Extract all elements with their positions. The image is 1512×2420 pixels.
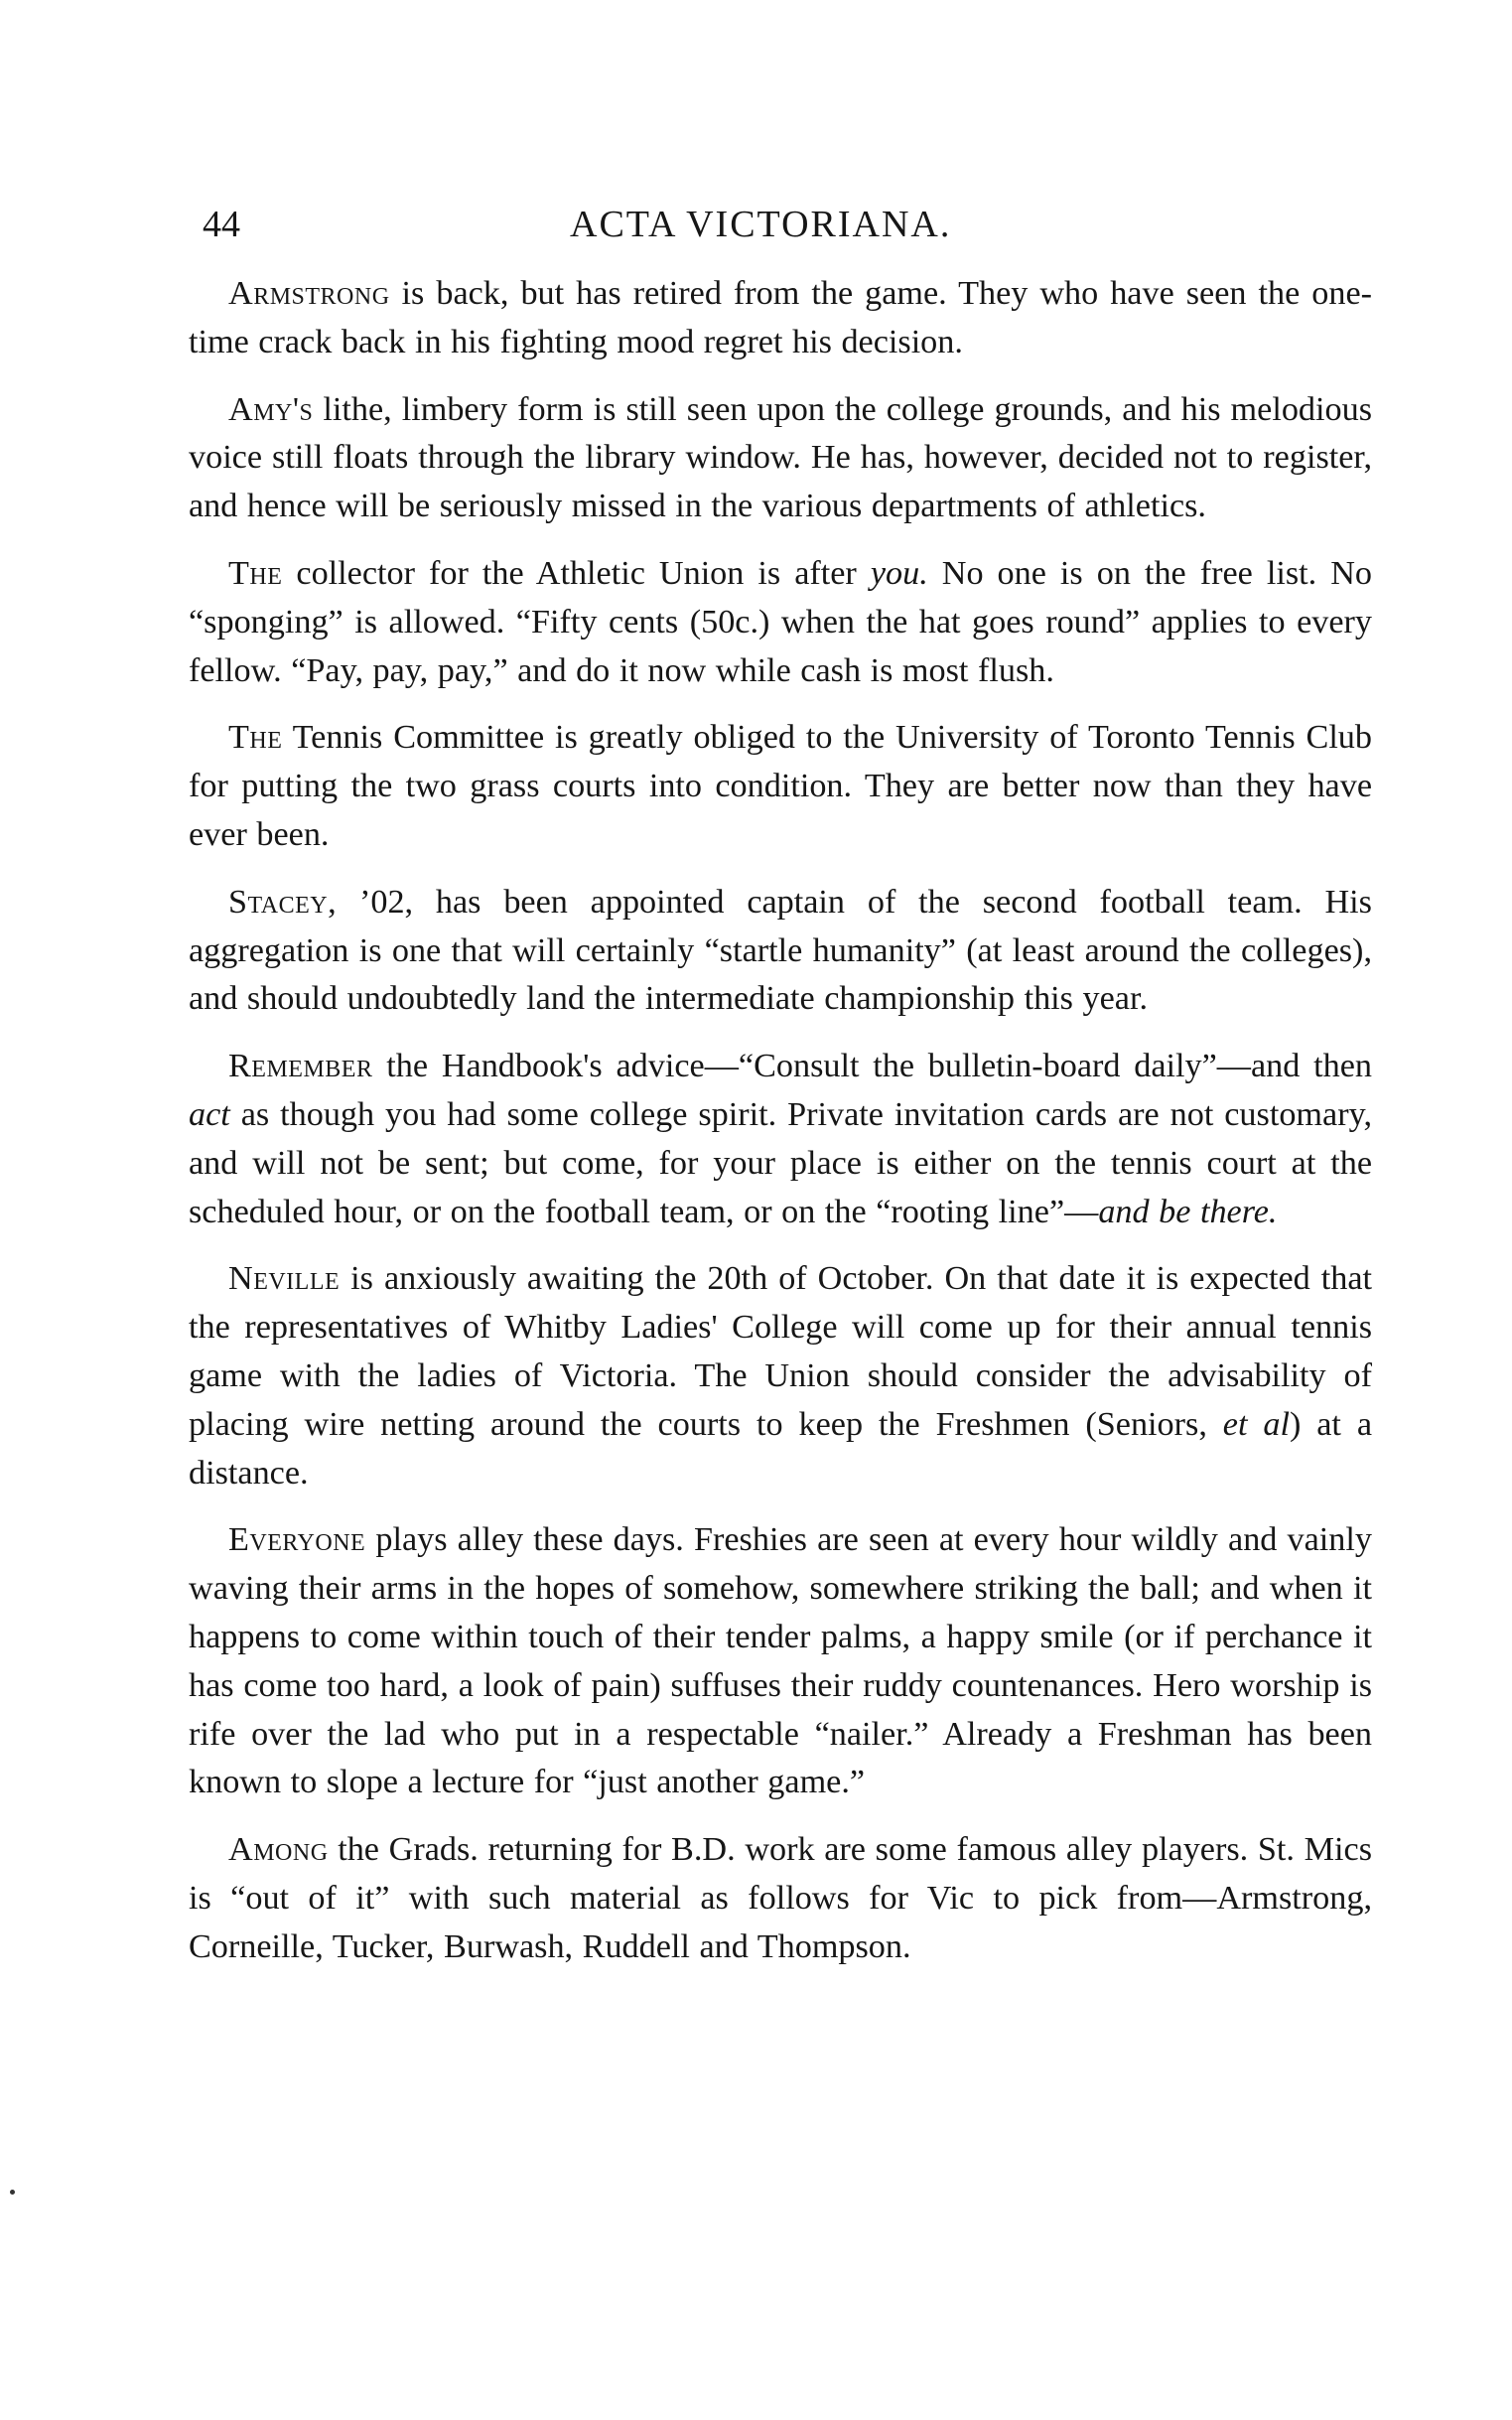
paragraph-text: plays alley these days. Freshies are seen at every hour wildly and vainly waving their arms in the hopes of somehow, somewhere striking the ball; and when it happens to come within touch of their tender palms, a happy smile (or if perchance it has come too hard, a look of pain) suffuses their ruddy countenances. Hero worship is rife over the lad who put in a respectable “nailer.” Already a Freshman has been known to slope a lecture for “just another game.” bbox=[189, 1521, 1372, 1801]
paragraph-text: lithe, limbery form is still seen upon the college grounds, and his melodious voice still floats through the library window. He has, however, decided not to register, and hence will be seriously missed in the various departments of athletics. bbox=[189, 390, 1372, 525]
paragraph-text: ’02, has been appointed captain of the second football team. His aggregation is one that will certainly “startle humanity” (at least around the colleges), and should undoubtedly land the intermediate championship this year. bbox=[189, 883, 1372, 1018]
lead-word: Armstrong bbox=[228, 275, 390, 312]
paragraph-remember bbox=[189, 1043, 1372, 1236]
italic-text: act bbox=[189, 1095, 230, 1133]
paragraph-everyone bbox=[189, 1516, 1372, 1807]
paragraph-tennis-committee bbox=[189, 714, 1372, 859]
lead-word: Among bbox=[228, 1831, 329, 1869]
running-head bbox=[203, 195, 1374, 254]
italic-text: and be there. bbox=[1098, 1193, 1278, 1230]
lead-word: Remember bbox=[228, 1048, 373, 1085]
lead-word: The bbox=[228, 554, 283, 592]
running-title: ACTA VICTORIANA. bbox=[570, 204, 952, 245]
lead-word: Amy's bbox=[228, 390, 314, 428]
paragraph-armstrong bbox=[189, 270, 1372, 367]
paragraph-among-the-grads bbox=[189, 1826, 1372, 1971]
italic-text: et al bbox=[1222, 1405, 1290, 1443]
paragraph-text: No one is on the free list. No “sponging” is allowed. “Fifty cents (50c.) when the hat goes round” applies to every fellow. “Pay, pay, pay,” and do it now while cash is most flush. bbox=[189, 554, 1372, 689]
paragraph-text: is back, but has retired from the game. They who have seen the one-time crack back in his fighting mood regret his decision. bbox=[189, 275, 1372, 360]
page-number: 44 bbox=[203, 204, 240, 245]
paragraph-athletic-union bbox=[189, 550, 1372, 695]
paragraph-amy bbox=[189, 386, 1372, 531]
paragraph-text: ) at a distance. bbox=[189, 1405, 1373, 1492]
body-text bbox=[189, 270, 1372, 1991]
paragraph-text: the Grads. returning for B.D. work are some famous alley players. St. Mics is “out of it” with such material as follows for Vic to pick from—Armstrong, Corneille, Tucker, Burwash, Ruddell and Thompson. bbox=[189, 1831, 1372, 1965]
paragraph-text: Tennis Committee is greatly obliged to the University of Toronto Tennis Club for putting the two grass courts into condition. They are better now than they have ever been. bbox=[189, 719, 1372, 853]
paragraph-stacey bbox=[189, 879, 1372, 1024]
lead-word: Everyone bbox=[228, 1521, 366, 1559]
lead-word: Neville bbox=[228, 1260, 341, 1298]
stray-mark bbox=[10, 2190, 15, 2195]
paragraph-text: is anxiously awaiting the 20th of October. On that date it is expected that the representatives of Whitby Ladies' College will come up for their annual tennis game with the ladies of Victoria. The Union should consider the advisability of placing wire netting around the courts to keep the Freshmen (Seniors, bbox=[189, 1260, 1372, 1443]
lead-word: Stacey, bbox=[228, 883, 338, 921]
paragraph-text: as though you had some college spirit. Private invitation cards are not customary, and will not be sent; but come, for your place is either on the tennis court at the scheduled hour, or on the football team, or on the “rooting line”— bbox=[189, 1095, 1372, 1230]
lead-word: The bbox=[228, 719, 283, 757]
paragraph-text: the Handbook's advice—“Consult the bulletin-board daily”—and then bbox=[372, 1048, 1372, 1085]
paragraph-text: collector for the Athletic Union is after bbox=[282, 554, 871, 592]
italic-text: you. bbox=[870, 554, 928, 592]
paragraph-neville bbox=[189, 1255, 1372, 1497]
